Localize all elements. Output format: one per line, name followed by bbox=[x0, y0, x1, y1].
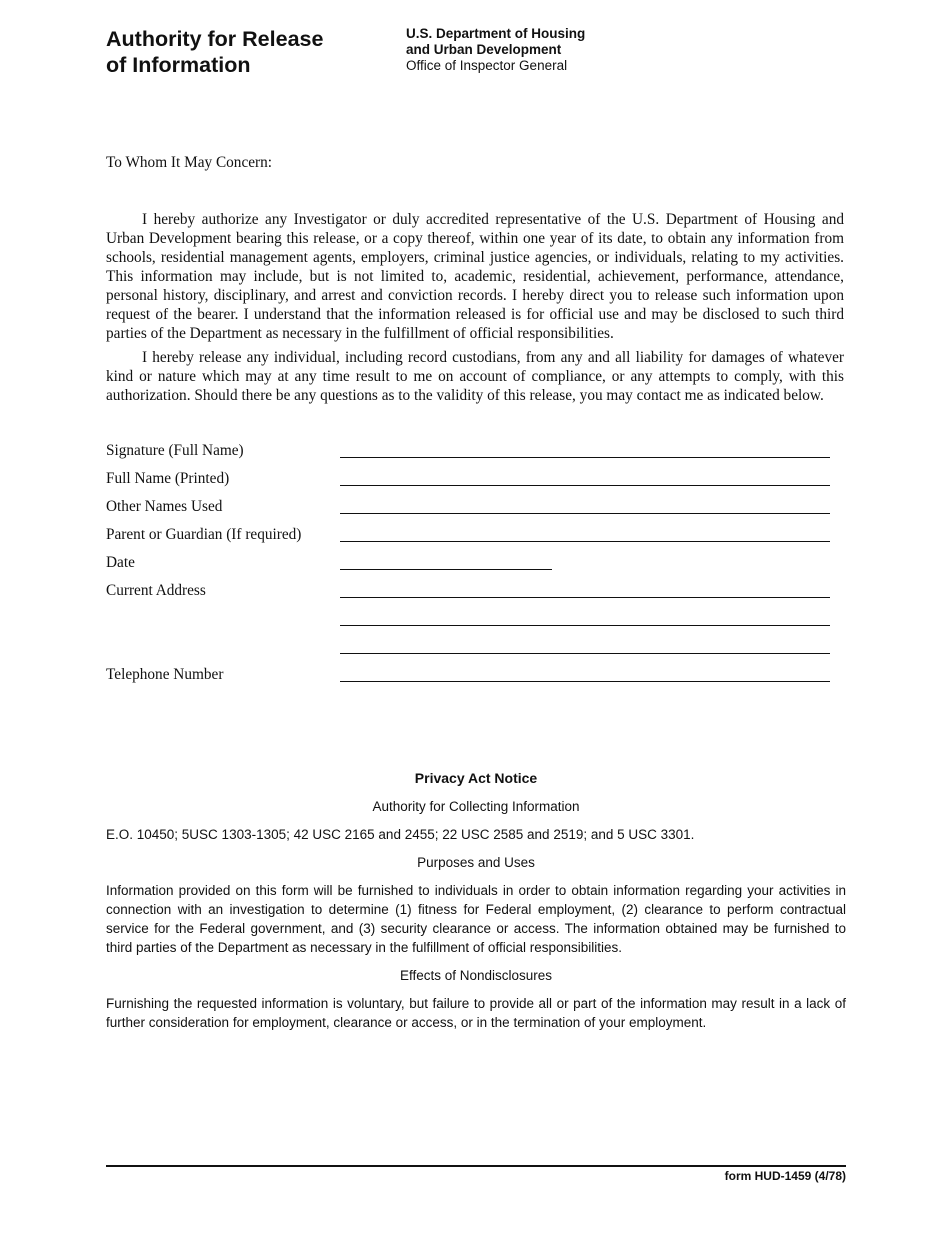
purposes-text: Information provided on this form will be furnished to individuals in order to obtain information regarding your activities in connection with an investigation to determine (1) fitness for Federal employment, (2) clearance to perform contractual service for the Federal government, and (3) security clearance or access. The information obtained may be furnished to third parties of the Department as necessary in the fulfillment of official responsibilities. bbox=[106, 883, 846, 955]
telephone-label: Telephone Number bbox=[106, 666, 224, 683]
full-name-label: Full Name (Printed) bbox=[106, 470, 230, 487]
form-title-line2: of Information bbox=[106, 53, 251, 77]
agency-block bbox=[406, 26, 666, 74]
authorization-paragraph: I hereby authorize any Investigator or duly accredited representative of the U.S. Department of Housing and Urban Development bearing this release, or a copy thereof, within one year of its date, to obtain any information from schools, residential management agents, employers, criminal justice agencies, or individuals, relating to my activities. This information may include, but is not limited to, academic, residential, achievement, performance, attendance, personal history, disciplinary, and arrest and conviction records. I hereby direct you to release such information upon request of the bearer. I understand that the information released is for official use and may be disclosed to such third parties of the Department as necessary in the fulfillment of official responsibilities. bbox=[106, 211, 844, 342]
salutation: To Whom It May Concern: bbox=[106, 154, 273, 171]
authority-text: E.O. 10450; 5USC 1303-1305; 42 USC 2165 and 2455; 22 USC 2585 and 2519; and 5 USC 3301. bbox=[106, 827, 695, 842]
privacy-notice-title: Privacy Act Notice bbox=[414, 770, 538, 786]
address-line-3[interactable] bbox=[340, 653, 830, 654]
guardian-line[interactable] bbox=[340, 541, 830, 542]
date-label: Date bbox=[106, 554, 135, 571]
address-line-2[interactable] bbox=[340, 625, 830, 626]
date-line[interactable] bbox=[340, 569, 552, 570]
agency-office: Office of Inspector General bbox=[406, 58, 568, 73]
address-line-1[interactable] bbox=[340, 597, 830, 598]
agency-name-line2: and Urban Development bbox=[406, 42, 562, 57]
authority-heading: Authority for Collecting Information bbox=[372, 799, 580, 814]
address-label: Current Address bbox=[106, 582, 206, 599]
footer-rule bbox=[106, 1165, 846, 1167]
full-name-line[interactable] bbox=[340, 485, 830, 486]
other-names-line[interactable] bbox=[340, 513, 830, 514]
guardian-label: Parent or Guardian (If required) bbox=[106, 526, 302, 543]
release-paragraph: I hereby release any individual, including record custodians, from any and all liability for damages of whatever kind or nature which may at any time result to me on account of compliance, or any attempts to comply, with this authorization. Should there be any questions as to the validity of this release, you may contact me as indicated below. bbox=[106, 349, 844, 404]
form-number: form HUD-1459 (4/78) bbox=[724, 1169, 846, 1183]
effects-heading: Effects of Nondisclosures bbox=[399, 968, 553, 983]
telephone-line[interactable] bbox=[340, 681, 830, 682]
agency-name-line1: U.S. Department of Housing bbox=[406, 26, 586, 41]
other-names-label: Other Names Used bbox=[106, 498, 223, 515]
signature-label: Signature (Full Name) bbox=[106, 442, 244, 459]
purposes-heading: Purposes and Uses bbox=[417, 855, 535, 870]
form-title-line1: Authority for Release bbox=[106, 27, 324, 51]
signature-line[interactable] bbox=[340, 457, 830, 458]
form-title bbox=[106, 26, 366, 78]
effects-text: Furnishing the requested information is voluntary, but failure to provide all or part of the information may result in a lack of further consideration for employment, clearance or access, or in the termination of your employment. bbox=[106, 996, 846, 1030]
